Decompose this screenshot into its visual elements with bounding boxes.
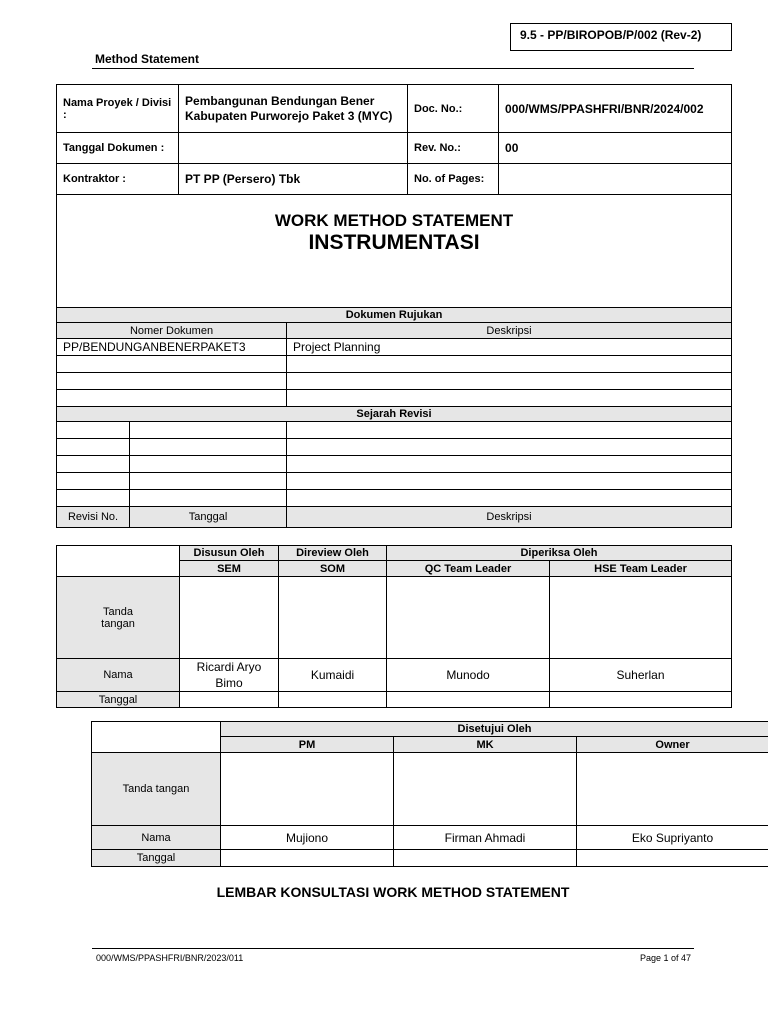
- signature-cell: [180, 577, 279, 659]
- date-label: Tanggal Dokumen :: [57, 133, 179, 164]
- rev-cell: [57, 473, 130, 490]
- date-cell: [180, 692, 279, 708]
- ref-col-desc: Deskripsi: [287, 323, 732, 339]
- footer-page-number: Page 1 of 47: [639, 953, 691, 963]
- approval-table-1: [56, 545, 732, 708]
- role-som: SOM: [279, 561, 387, 577]
- rev-cell: [130, 456, 287, 473]
- name-hse: Suherlan: [550, 659, 732, 692]
- role-owner: Owner: [577, 737, 768, 753]
- rev-col-date: Tanggal: [130, 507, 287, 528]
- name-som: Kumaidi: [279, 659, 387, 692]
- approval-table-2: [91, 721, 768, 867]
- signature-cell: [221, 753, 394, 826]
- doc-no-value: 000/WMS/PPASHFRI/BNR/2024/002: [499, 85, 732, 133]
- rev-cell: [57, 439, 130, 456]
- date-cell: [577, 850, 768, 867]
- signature-cell: [550, 577, 732, 659]
- name-mk: Firman Ahmadi: [394, 826, 577, 850]
- doc-no-label: Doc. No.:: [408, 85, 499, 133]
- contractor-value: PT PP (Persero) Tbk: [179, 164, 408, 195]
- name-sem: Ricardi Aryo Bimo: [180, 659, 279, 692]
- footer-doc-number: 000/WMS/PPASHFRI/BNR/2023/011: [96, 953, 244, 963]
- rev-cell: [130, 490, 287, 507]
- disusun-label: Disusun Oleh: [180, 546, 279, 561]
- rev-cell: [130, 422, 287, 439]
- name-label: Nama: [92, 826, 221, 850]
- approval2-corner: [92, 722, 221, 753]
- rev-cell: [287, 490, 732, 507]
- rev-cell: [57, 456, 130, 473]
- rev-cell: [57, 422, 130, 439]
- direview-label: Direview Oleh: [279, 546, 387, 561]
- role-sem: SEM: [180, 561, 279, 577]
- pages-label: No. of Pages:: [408, 164, 499, 195]
- ref-row-number: [57, 373, 287, 390]
- date-cell: [550, 692, 732, 708]
- ref-row-desc: [287, 356, 732, 373]
- date-cell: [387, 692, 550, 708]
- title-cell: [57, 195, 732, 308]
- rev-cell: [287, 439, 732, 456]
- date-value: [179, 133, 408, 164]
- approval1-corner: [57, 546, 180, 577]
- date-label: Tanggal: [92, 850, 221, 867]
- rev-cell: [130, 473, 287, 490]
- date-cell: [394, 850, 577, 867]
- ref-row-number: PP/BENDUNGANBENERPAKET3: [57, 339, 287, 356]
- rev-cell: [57, 490, 130, 507]
- rev-col-no: Revisi No.: [57, 507, 130, 528]
- name-label: Nama: [57, 659, 180, 692]
- document-code: 9.5 - PP/BIROPOB/P/002 (Rev-2): [510, 23, 732, 51]
- rev-cell: [130, 439, 287, 456]
- pages-value: [499, 164, 732, 195]
- rev-cell: [287, 422, 732, 439]
- title-line1: WORK METHOD STATEMENT: [274, 211, 514, 230]
- footer-divider: [92, 948, 694, 949]
- ref-row-desc: Project Planning: [287, 339, 732, 356]
- ref-row-desc: [287, 373, 732, 390]
- role-hse: HSE Team Leader: [550, 561, 732, 577]
- disetujui-label: Disetujui Oleh: [221, 722, 768, 737]
- signature-cell: [387, 577, 550, 659]
- project-label: Nama Proyek / Divisi :: [57, 85, 179, 133]
- signature-cell: [577, 753, 768, 826]
- lembar-title: LEMBAR KONSULTASI WORK METHOD STATEMENT: [216, 884, 570, 900]
- signature-cell: [279, 577, 387, 659]
- ref-row-number: [57, 356, 287, 373]
- name-owner: Eko Supriyanto: [577, 826, 768, 850]
- rev-cell: [287, 473, 732, 490]
- name-pm: Mujiono: [221, 826, 394, 850]
- ref-row-number: [57, 390, 287, 407]
- ref-row-desc: [287, 390, 732, 407]
- rev-col-desc: Deskripsi: [287, 507, 732, 528]
- signature-label: Tanda tangan: [92, 753, 221, 826]
- revision-heading: Sejarah Revisi: [57, 407, 732, 422]
- rev-value: 00: [499, 133, 732, 164]
- signature-cell: [394, 753, 577, 826]
- role-mk: MK: [394, 737, 577, 753]
- signature-label: Tanda tangan: [57, 577, 180, 659]
- rev-label: Rev. No.:: [408, 133, 499, 164]
- date-cell: [279, 692, 387, 708]
- name-qc: Munodo: [387, 659, 550, 692]
- method-statement-label: Method Statement: [95, 52, 200, 66]
- project-value: Pembangunan Bendungan Bener Kabupaten Purworejo Paket 3 (MYC): [179, 85, 408, 133]
- role-qc: QC Team Leader: [387, 561, 550, 577]
- main-table: [56, 84, 732, 528]
- role-pm: PM: [221, 737, 394, 753]
- references-heading: Dokumen Rujukan: [57, 308, 732, 323]
- title-line2: INSTRUMENTASI: [308, 231, 480, 254]
- date-label: Tanggal: [57, 692, 180, 708]
- diperiksa-label: Diperiksa Oleh: [387, 546, 732, 561]
- date-cell: [221, 850, 394, 867]
- header-divider: [92, 68, 694, 69]
- contractor-label: Kontraktor :: [57, 164, 179, 195]
- rev-cell: [287, 456, 732, 473]
- ref-col-number: Nomer Dokumen: [57, 323, 287, 339]
